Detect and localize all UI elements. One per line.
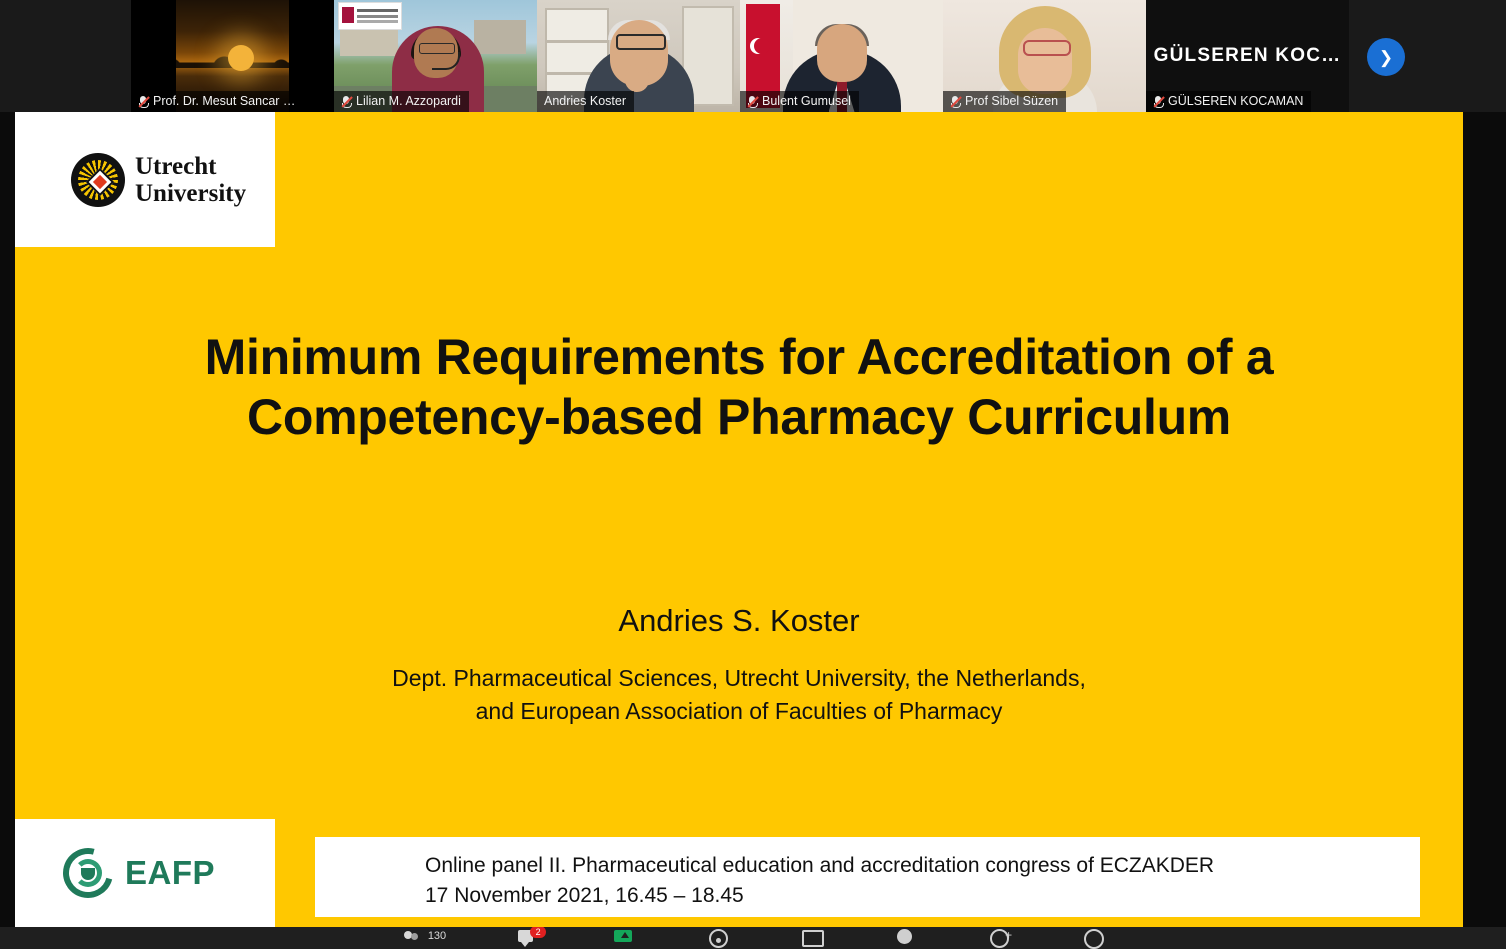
participant-name-label: [537, 91, 634, 112]
filmstrip-left-padding: [0, 0, 131, 112]
participant-tile[interactable]: [943, 0, 1146, 112]
participant-name-label: [334, 91, 469, 112]
toolbar-chat-button[interactable]: [518, 927, 540, 949]
slide-affiliation: [75, 662, 1403, 727]
eafp-wordmark: EAFP: [125, 854, 216, 891]
toolbar-reactions-button[interactable]: [988, 927, 1010, 949]
filmstrip-next-page-button[interactable]: [1367, 38, 1405, 76]
share-screen-icon: [612, 927, 634, 945]
participant-filmstrip[interactable]: [0, 0, 1506, 112]
toolbar-more-button[interactable]: [1082, 927, 1104, 949]
mic-off-icon: [1153, 95, 1163, 108]
toolbar-breakout-rooms-button[interactable]: [894, 927, 916, 949]
toolbar-captions-button[interactable]: [800, 927, 822, 949]
participant-name-text: GÜLSEREN KOCAMAN: [1168, 94, 1304, 108]
zoom-toolbar[interactable]: [0, 927, 1506, 949]
participants-count: 130: [427, 930, 447, 942]
participant-name-label: [131, 91, 303, 112]
mic-off-icon: [341, 95, 351, 108]
mic-off-icon: [950, 95, 960, 108]
breakout-rooms-icon: [894, 927, 916, 945]
chevron-right-icon: ❯: [1378, 47, 1394, 67]
participant-name-text: Bulent Gumusel: [762, 94, 851, 108]
more-emoji-icon: [1082, 927, 1104, 945]
toolbar-share-screen-button[interactable]: [612, 927, 634, 949]
utrecht-university-sun-icon: [71, 153, 125, 207]
chat-icon-wrap: [518, 927, 540, 945]
mic-off-icon: [138, 95, 148, 108]
eafp-swirl-icon: [63, 848, 113, 898]
participant-name-label: [1146, 91, 1311, 112]
participant-name-label: [740, 91, 859, 112]
participant-tile-active-speaker[interactable]: [537, 0, 740, 112]
affiliation-line-2: and European Association of Faculties of Pharmacy: [475, 697, 1003, 724]
toolbar-participants-button[interactable]: [402, 927, 446, 949]
participant-tile[interactable]: [1146, 0, 1349, 112]
participant-name-label: [943, 91, 1066, 112]
participant-name-text: Andries Koster: [544, 94, 626, 108]
participant-name-text: Prof Sibel Süzen: [965, 94, 1059, 108]
mic-off-icon: [747, 95, 757, 108]
record-icon: [706, 927, 728, 945]
logo-line-2: University: [135, 179, 247, 207]
participant-name-text: Lilian M. Azzopardi: [356, 94, 461, 108]
utrecht-university-wordmark: [135, 153, 246, 207]
shared-screen-slide: [15, 112, 1463, 927]
participant-name-text: Prof. Dr. Mesut Sancar …: [153, 94, 296, 108]
slide-title: Minimum Requirements for Accreditation of a Competency-based Pharmacy Curriculum: [204, 329, 1274, 445]
slide-footer: [315, 837, 1420, 917]
slide-author: Andries S. Koster: [618, 603, 860, 638]
affiliation-line-1: Dept. Pharmaceutical Sciences, Utrecht University, the Netherlands,: [392, 665, 1086, 691]
captions-icon: [800, 927, 822, 945]
avatar-initials-text: GÜLSEREN KOC…: [1153, 45, 1342, 66]
participant-tile[interactable]: [334, 0, 537, 112]
eafp-logo: [15, 819, 275, 927]
logo-line-1: Utrecht: [135, 152, 217, 180]
utrecht-university-logo: [15, 112, 275, 247]
toolbar-record-button[interactable]: [706, 927, 728, 949]
university-of-malta-logo: [338, 2, 402, 30]
participant-tile[interactable]: [131, 0, 334, 112]
footer-line-2: 17 November 2021, 16.45 – 18.45: [425, 884, 744, 908]
chat-unread-badge: 2: [530, 927, 546, 938]
participant-tile[interactable]: [740, 0, 943, 112]
reactions-icon: [988, 927, 1010, 945]
participants-icon: [402, 927, 424, 945]
footer-line-1: Online panel II. Pharmaceutical education and accreditation congress of ECZAKDER: [425, 854, 1215, 877]
